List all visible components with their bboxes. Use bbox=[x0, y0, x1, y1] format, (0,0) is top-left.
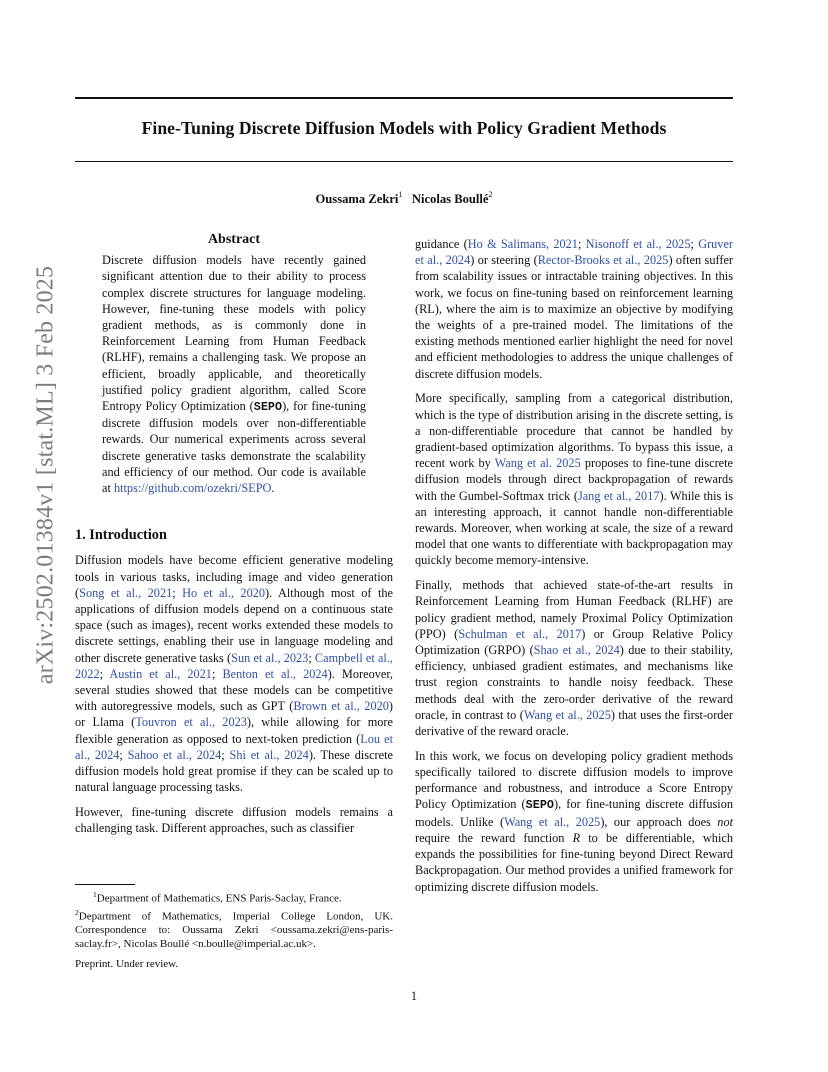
body-paragraph: Finally, methods that achieved state-of-the-art results in Reinforcement Learning from Human Feedback (RLHF) are policy gradient method, namely Proximal Policy Optimization (PPO) (Schulman et al., 2017) or Group Relative Policy Optimization (GRPO) (Shao et al., 2024) due to their stability, efficiency, unbiased gradient estimates, and mechanisms like trust region constraints to handle noisy feedback. These methods deal with the zero-order derivative of the reward oracle, in contrast to (Wang et al., 2025) that uses the first-order derivative of the reward oracle. bbox=[415, 578, 734, 739]
author-affiliation: 1 bbox=[398, 190, 403, 199]
code-link[interactable]: https://github.com/ozekri/SEPO bbox=[113, 481, 272, 496]
body-paragraph: More specifically, sampling from a categorical distribution, which is the type of distribution arising in the discrete setting, is a non-differentiable procedure that cannot be handled by gradient-based optimization algorithms. To bypass this issue, a recent work by Wang et al. 2025 proposes to fine-tune discrete diffusion models through direct backpropagation of rewards with the Gumbel-Softmax trick (Jang et al., 2017). While this is an interesting approach, it cannot handle non-differentiable rewards. Moreover, when working at scale, the size of a reward model that one wants to differentiate with backpropagation may quickly become memory-intensive. bbox=[415, 391, 733, 568]
footnote-affiliation-2: $^2$Department of Mathematics, Imperial College London, UK. Correspondence to: Oussama Zekri <oussama.zekri@ens-paris-saclay.fr>, Nicolas Boullé <n.boulle@imperial.ac.uk>. bbox=[75, 908, 393, 950]
citation-link[interactable]: Ho et al., 2020 bbox=[182, 585, 266, 600]
citation-link[interactable]: Touvron et al., 2023 bbox=[135, 715, 247, 730]
citation-link[interactable]: Rector-Brooks et al., 2025 bbox=[537, 253, 669, 268]
citation-link[interactable]: Wang et al. 2025 bbox=[494, 456, 581, 471]
author-name: Nicolas Boullé bbox=[411, 192, 489, 207]
author-name: Oussama Zekri bbox=[315, 192, 399, 207]
citation-link[interactable]: Lou et al., 2024 bbox=[75, 731, 393, 762]
left-column bbox=[75, 232, 393, 845]
right-column bbox=[415, 236, 733, 903]
citation-link[interactable]: Song et al., 2021 bbox=[79, 585, 173, 600]
intro-paragraph: Diffusion models have become efficient generative modeling tools in various tasks, including image and video generation (Song et al., 2021; Ho et al., 2020). Although most of the applications of diffusion models depend on a continuous state space (such as images), recent works extended these models to discrete settings, enabling their use in language modeling and other discrete generative tasks (Sun et al., 2023; Campbell et al., 2022; Austin et al., 2021; Benton et al., 2024). Moreover, several studies showed that these models can be competitive with autoregressive models, such as GPT (Brown et al., 2020) or Llama (Touvron et al., 2023), while allowing for more flexible generation as opposed to next-token prediction (Lou et al., 2024; Sahoo et al., 2024; Shi et al., 2024). These discrete diffusion models hold great promise if they can be scaled up to natural language processing tasks. bbox=[75, 553, 393, 795]
title-rule-top bbox=[75, 97, 733, 99]
citation-link[interactable]: Austin et al., 2021 bbox=[109, 666, 212, 681]
citation-link[interactable]: Benton et al., 2024 bbox=[222, 666, 328, 681]
section-heading-introduction: 1. Introduction bbox=[75, 527, 167, 544]
footnote-affiliation-1: $^1$Department of Mathematics, ENS Paris-Saclay, France. bbox=[93, 890, 342, 905]
citation-link[interactable]: Schulman et al., 2017 bbox=[458, 626, 582, 641]
citation-link[interactable]: Nisonoff et al., 2025 bbox=[585, 237, 691, 251]
citation-link[interactable]: Shi et al., 2024 bbox=[229, 747, 309, 762]
author-list bbox=[75, 191, 733, 207]
citation-link[interactable]: Wang et al., 2025 bbox=[523, 707, 611, 722]
citation-link[interactable]: Wang et al., 2025 bbox=[504, 814, 601, 829]
emphasis-text: not bbox=[717, 814, 734, 829]
intro-paragraph: However, fine-tuning discrete diffusion models remains a challenging task. Different approaches, such as classifier bbox=[75, 805, 393, 836]
page-number: 1 bbox=[410, 989, 418, 1003]
citation-link[interactable]: Sahoo et al., 2024 bbox=[127, 747, 222, 762]
author-affiliation: 2 bbox=[488, 190, 493, 199]
citation-link[interactable]: Gruver et al., 2024 bbox=[415, 237, 734, 268]
body-paragraph: guidance (Ho & Salimans, 2021; Nisonoff et al., 2025; Gruver et al., 2024) or steering (Rector-Brooks et al., 2025) often suffer from scalability issues or intractable training objectives. In this work, we focus on fine-tuning based on reinforcement learning (RL), where the aim is to maximize an objective by modifying the weights of a pre-trained model. The limitations of the existing methods mentioned earlier highlight the need for novel and efficient methodologies to address the unique challenges of discrete diffusion models. bbox=[415, 237, 734, 381]
body-paragraph: In this work, we focus on developing policy gradient methods specifically tailored to discrete diffusion models to improve performance and robustness, and introduce a Score Entropy Policy Optimization (SEPO), for fine-tuning discrete diffusion models. Unlike (Wang et al., 2025), our approach does not require the reward function R to be differentiable, which expands the possibilities for fine-tuning beyond Direct Reward Backpropagation. Our method provides a unified framework for optimizing discrete diffusion models. bbox=[415, 748, 734, 894]
method-name: SEPO bbox=[525, 798, 554, 813]
paper-title: Fine-Tuning Discrete Diffusion Models with Policy Gradient Methods bbox=[141, 118, 667, 138]
citation-link[interactable]: Brown et al., 2020 bbox=[293, 699, 389, 714]
citation-link[interactable]: Ho & Salimans, 2021 bbox=[467, 237, 578, 251]
preprint-note: Preprint. Under review. bbox=[75, 958, 179, 970]
method-name: SEPO bbox=[253, 400, 283, 415]
citation-link[interactable]: Sun et al., 2023 bbox=[231, 650, 309, 665]
arxiv-identifier: arXiv:2502.01384v1 [stat.ML] 3 Feb 2025 bbox=[32, 265, 59, 685]
citation-link[interactable]: Shao et al., 2024 bbox=[533, 643, 620, 658]
citation-link[interactable]: Jang et al., 2017 bbox=[577, 488, 660, 503]
math-symbol: R bbox=[572, 830, 581, 845]
abstract-text: Discrete diffusion models have recently gained significant attention due to their ability to process complex discrete structures for language modeling. However, fine-tuning these models with policy gradient methods, as is commonly done in Reinforcement Learning from Human Feedback (RLHF), remains a challenging task. We propose an efficient, broadly applicable, and theoretically justified policy gradient algorithm, called Score Entropy Policy Optimization (SEPO), for fine-tuning discrete diffusion models over non-differentiable rewards. Our numerical experiments across several discrete generative tasks demonstrate the scalability and efficiency of our method. Our code is available at https://github.com/ozekri/SEPO. bbox=[102, 253, 367, 496]
footnotes bbox=[75, 888, 393, 951]
footnote-rule bbox=[75, 884, 135, 885]
title-rule-bottom bbox=[75, 161, 733, 162]
abstract-heading: Abstract bbox=[207, 232, 261, 247]
citation-link[interactable]: Campbell et al., 2022 bbox=[75, 650, 393, 681]
